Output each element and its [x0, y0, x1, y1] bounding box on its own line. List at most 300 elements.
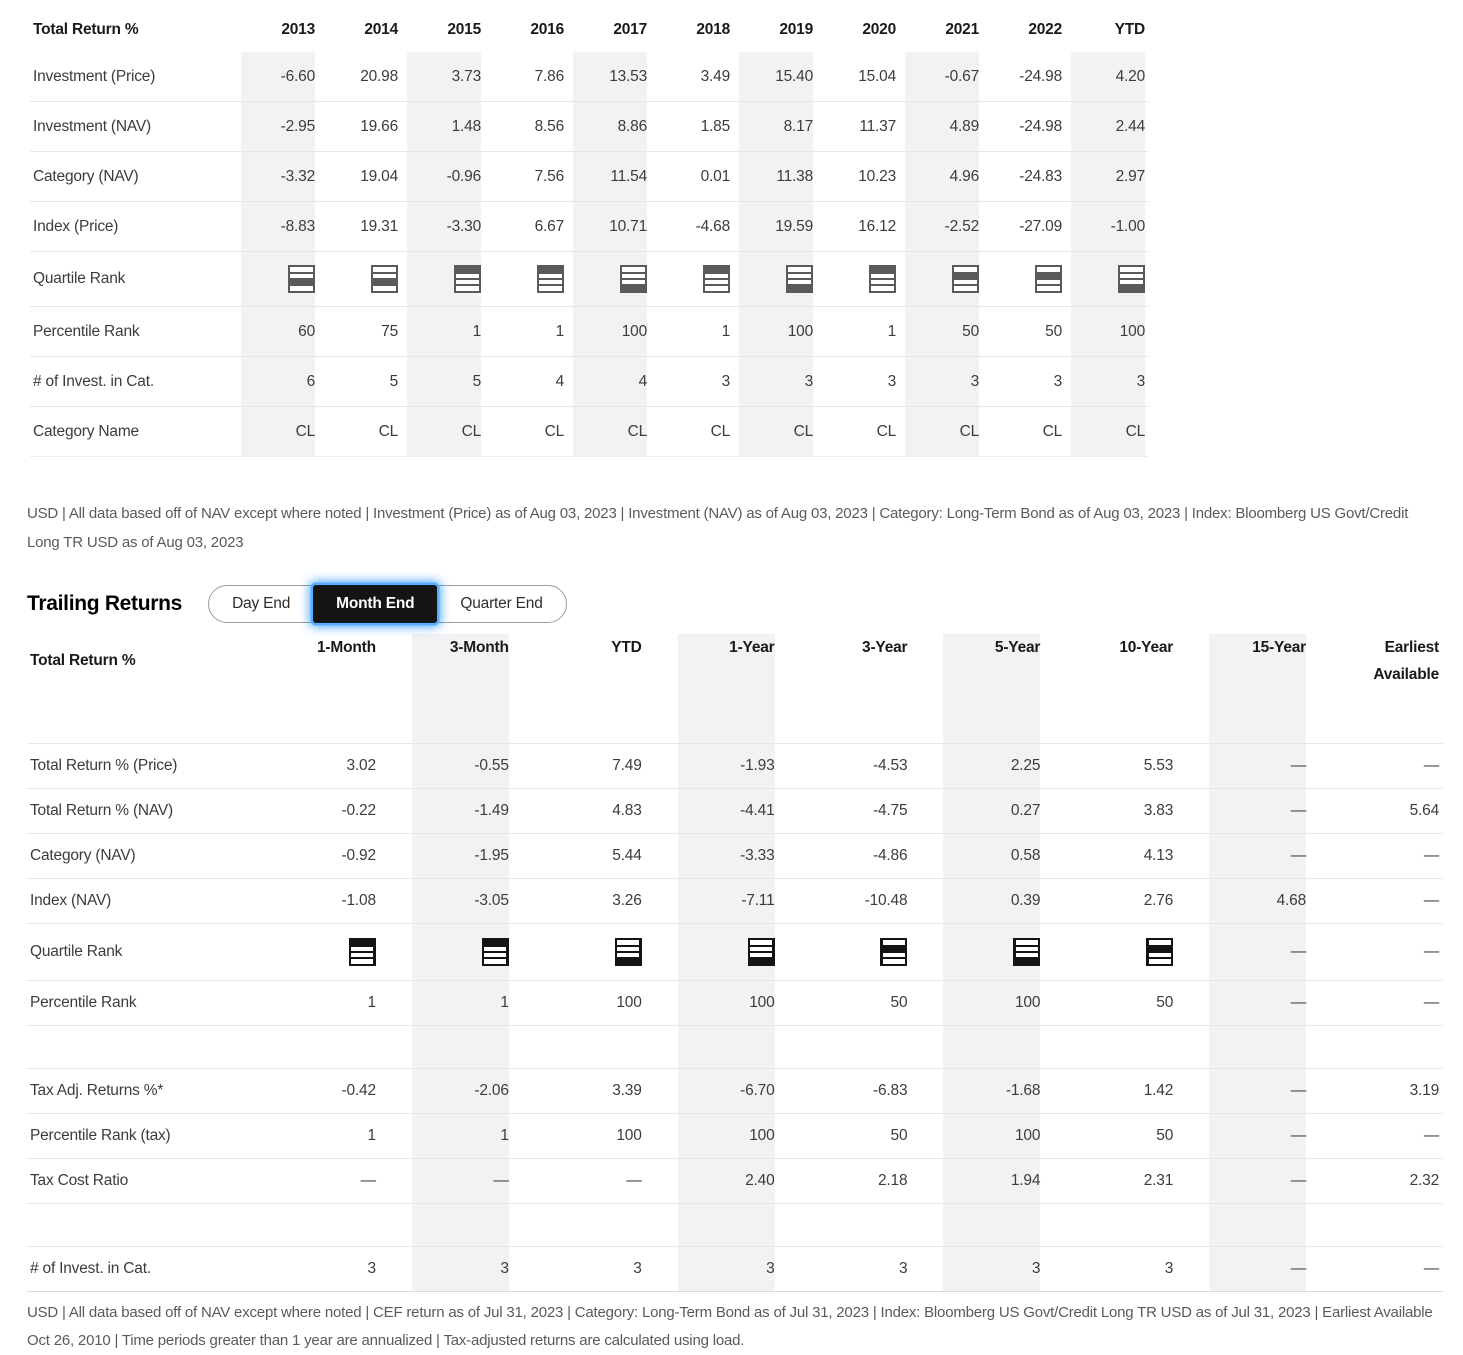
row-label: Index (NAV) — [30, 892, 112, 909]
cell: 4 — [555, 372, 564, 390]
cell: -4.53 — [873, 757, 908, 774]
row-label: Tax Adj. Returns %* — [30, 1082, 164, 1099]
cell: -1.95 — [380, 834, 513, 879]
quartile-bar — [883, 959, 905, 964]
cell: 3.83 — [1143, 802, 1174, 819]
cell: -0.55 — [380, 744, 513, 789]
cell: -27.09 — [1019, 217, 1062, 235]
cell: 2.32 — [1409, 1172, 1439, 1189]
cell: 4.68 — [1177, 879, 1310, 924]
quartile-rank-icon — [1035, 265, 1062, 293]
table-row — [30, 357, 1148, 407]
column-header: 2019 — [779, 21, 813, 38]
row-label: Category Name — [33, 422, 139, 440]
cell: 100 — [1065, 307, 1148, 357]
quartile-rank-icon — [288, 265, 315, 293]
cell: -6.83 — [873, 1082, 908, 1099]
cell: — — [1423, 1127, 1439, 1144]
quartile-rank-icon — [880, 938, 907, 966]
cell: 4.89 — [899, 102, 982, 152]
quartile-bar — [351, 953, 373, 958]
quartile-bar — [871, 280, 893, 285]
cell: 2.97 — [1065, 152, 1148, 202]
row-label: Index (Price) — [33, 217, 119, 235]
cell: 3.39 — [612, 1082, 642, 1099]
cell: 7.56 — [534, 167, 564, 185]
quartile-bar — [617, 959, 639, 964]
cell: — — [1177, 981, 1310, 1026]
quartile-bar — [484, 940, 506, 945]
cell: -10.48 — [864, 892, 908, 909]
cell: — — [380, 1159, 513, 1204]
quartile-bar — [883, 940, 905, 945]
cell — [1044, 1026, 1177, 1069]
cell: 7.49 — [612, 757, 642, 774]
trailing-returns-footnote: USD | All data based off of NAV except where noted | CEF return as of Jul 31, 2023 | Category: Long-Term Bond as of Jul 31, 2023 | Index: Bloomberg US Govt/Credit Long TR USD as of Jul 31, 2023 | Earliest Available Oct 26, 2010 | Time periods greater than 1 year are annualized | Tax-adjusted returns are calculated using load. — [27, 1304, 1433, 1349]
row-label: Percentile Rank (tax) — [30, 1127, 171, 1144]
row-label: Category (NAV) — [30, 847, 136, 864]
quartile-rank-icon — [952, 265, 979, 293]
quartile-rank-icon — [748, 938, 775, 966]
quartile-bar — [1149, 940, 1171, 945]
quartile-bar — [622, 274, 644, 279]
cell — [779, 924, 912, 981]
cell: 3.26 — [612, 892, 642, 909]
quartile-rank-icon — [1118, 265, 1145, 293]
cell: 1 — [367, 1127, 376, 1144]
quartile-bar — [1149, 947, 1171, 952]
cell — [982, 252, 1065, 307]
cell: — — [1177, 834, 1310, 879]
quartile-bar — [373, 274, 395, 279]
table-row — [30, 102, 1148, 152]
row-label: Percentile Rank — [30, 994, 137, 1011]
cell: 11.37 — [859, 117, 896, 135]
cell: 1 — [367, 994, 376, 1011]
trailing-returns-header — [27, 584, 1463, 624]
cell: 3 — [367, 1260, 376, 1277]
cell: 1 — [380, 981, 513, 1026]
row-label — [27, 1204, 247, 1247]
row-label: Investment (NAV) — [33, 117, 151, 135]
column-header: Earliest Available — [1373, 639, 1439, 684]
quartile-bar — [539, 286, 561, 291]
cell: -2.52 — [899, 202, 982, 252]
row-label: Investment (Price) — [33, 67, 156, 85]
cell: 100 — [567, 307, 650, 357]
cell: CL — [733, 407, 816, 457]
cell: 3 — [899, 357, 982, 407]
quartile-bar — [484, 953, 506, 958]
quartile-bar — [705, 286, 727, 291]
table-row — [27, 1114, 1443, 1159]
cell: -4.75 — [873, 802, 908, 819]
cell: 10.71 — [567, 202, 650, 252]
cell: — — [1177, 1247, 1310, 1292]
table-head — [27, 634, 1443, 744]
row-label: Quartile Rank — [30, 943, 123, 960]
cell: -1.00 — [1065, 202, 1148, 252]
cell: 13.53 — [567, 52, 650, 102]
cell: 19.31 — [360, 217, 398, 235]
table-body — [27, 744, 1443, 1292]
cell: 8.56 — [534, 117, 564, 135]
cell: 3 — [646, 1247, 779, 1292]
quartile-bar — [1016, 947, 1038, 952]
cell: 1 — [887, 322, 896, 340]
cell: 11.54 — [567, 152, 650, 202]
cell — [401, 252, 484, 307]
table-row — [27, 1159, 1443, 1204]
cell: -3.32 — [235, 152, 318, 202]
calendar-returns-footnote: USD | All data based off of NAV except where noted | Investment (Price) as of Aug 03, 2023 | Investment (NAV) as of Aug 03, 2023 | Category: Long-Term Bond as of Aug 03, 2023 | Index: Bloomberg US Govt/Credit Long TR USD as of Aug 03, 2023 — [27, 505, 1409, 551]
column-header: 2017 — [613, 21, 647, 38]
column-header: 2022 — [1028, 21, 1062, 38]
column-header: 2014 — [364, 21, 398, 38]
quartile-bar — [373, 267, 395, 272]
cell: 50 — [1045, 322, 1062, 340]
cell — [733, 252, 816, 307]
cell: 3.02 — [346, 757, 376, 774]
cell: CL — [1065, 407, 1148, 457]
quartile-bar — [788, 267, 810, 272]
quartile-bar — [373, 280, 395, 285]
cell: — — [1177, 1069, 1310, 1114]
cell: -4.41 — [646, 789, 779, 834]
cell — [513, 1026, 646, 1069]
cell: CL — [1042, 422, 1062, 440]
row-label: # of Invest. in Cat. — [33, 372, 154, 390]
cell — [380, 1026, 513, 1069]
quartile-bar — [1120, 267, 1142, 272]
cell: -3.05 — [380, 879, 513, 924]
quartile-bar — [871, 267, 893, 272]
cell: -6.60 — [235, 52, 318, 102]
quartile-bar — [1016, 940, 1038, 945]
cell: — — [1177, 924, 1310, 981]
quartile-bar — [617, 947, 639, 952]
cell: 15.04 — [858, 67, 896, 85]
cell: -0.67 — [899, 52, 982, 102]
cell: CL — [235, 407, 318, 457]
cell: — — [1423, 892, 1439, 909]
quartile-bar — [1016, 959, 1038, 964]
cell — [1065, 252, 1148, 307]
cell: — — [1423, 1260, 1439, 1277]
cell: 11.38 — [733, 152, 816, 202]
table-row — [27, 924, 1443, 981]
cell — [911, 924, 1044, 981]
cell: 3 — [633, 1260, 642, 1277]
cell: 4.96 — [899, 152, 982, 202]
cell — [646, 924, 779, 981]
cell — [911, 1026, 1044, 1069]
cell: — — [1423, 757, 1439, 774]
cell: 3 — [721, 372, 730, 390]
quartile-rank-icon — [786, 265, 813, 293]
cell: 3.73 — [401, 52, 484, 102]
table-row — [27, 834, 1443, 879]
cell — [1177, 1204, 1310, 1247]
cell: 1.48 — [401, 102, 484, 152]
quartile-bar — [456, 280, 478, 285]
cell — [1044, 1204, 1177, 1247]
quartile-bar — [1149, 953, 1171, 958]
spacer-row — [27, 1204, 1443, 1247]
column-header: 1-Month — [317, 639, 376, 656]
cell: -4.68 — [695, 217, 730, 235]
cell: 2.31 — [1143, 1172, 1174, 1189]
cell — [911, 1204, 1044, 1247]
tab-quarter-end[interactable]: Quarter End — [437, 586, 565, 622]
quartile-rank-icon — [615, 938, 642, 966]
cell — [1310, 1204, 1443, 1247]
quartile-rank-icon — [703, 265, 730, 293]
calendar-returns-table — [30, 8, 1148, 457]
cell: — — [1177, 789, 1310, 834]
cell: 3 — [911, 1247, 1044, 1292]
quartile-bar — [705, 274, 727, 279]
quartile-bar — [1149, 959, 1171, 964]
cell: 5 — [389, 372, 398, 390]
cell: 100 — [616, 1127, 642, 1144]
cell: — — [1423, 943, 1439, 960]
quartile-bar — [622, 267, 644, 272]
quartile-rank-icon — [620, 265, 647, 293]
cell: 19.66 — [360, 117, 398, 135]
cell: 100 — [646, 981, 779, 1026]
quartile-bar — [883, 953, 905, 958]
cell — [646, 1026, 779, 1069]
cell: 1 — [721, 322, 730, 340]
column-header: 2018 — [696, 21, 730, 38]
trailing-returns-section — [0, 584, 1463, 1355]
cell: -0.22 — [341, 802, 376, 819]
cell: 7.86 — [534, 67, 564, 85]
tab-day-end[interactable]: Day End — [209, 586, 313, 622]
row-label: Tax Cost Ratio — [30, 1172, 128, 1189]
cell: 2.25 — [911, 744, 1044, 789]
column-header: YTD — [1114, 21, 1145, 38]
cell: — — [1177, 1114, 1310, 1159]
quartile-bar — [954, 280, 976, 285]
cell — [318, 252, 401, 307]
quartile-rank-icon — [869, 265, 896, 293]
cell: -6.70 — [646, 1069, 779, 1114]
cell: 1 — [401, 307, 484, 357]
cell: — — [1423, 994, 1439, 1011]
cell: 4 — [567, 357, 650, 407]
cell: — — [360, 1172, 376, 1189]
cell: — — [1423, 847, 1439, 864]
quartile-bar — [883, 947, 905, 952]
cell — [646, 1204, 779, 1247]
quartile-bar — [1037, 267, 1059, 272]
table-row — [27, 1069, 1443, 1114]
quartile-bar — [456, 286, 478, 291]
quartile-bar — [456, 267, 478, 272]
cell: 0.58 — [911, 834, 1044, 879]
cell: 4.13 — [1143, 847, 1174, 864]
cell: -4.86 — [873, 847, 908, 864]
quartile-bar — [871, 274, 893, 279]
row-label: Category (NAV) — [33, 167, 139, 185]
cell: CL — [876, 422, 896, 440]
quartile-rank-icon — [454, 265, 481, 293]
quartile-rank-icon — [1013, 938, 1040, 966]
quartile-bar — [954, 274, 976, 279]
cell: 3 — [887, 372, 896, 390]
column-header: 2020 — [862, 21, 896, 38]
cell: 0.27 — [911, 789, 1044, 834]
quartile-bar — [290, 286, 312, 291]
cell — [899, 252, 982, 307]
cell — [247, 1026, 380, 1069]
cell: 50 — [890, 1127, 908, 1144]
quartile-rank-icon — [1146, 938, 1173, 966]
cell: 100 — [733, 307, 816, 357]
cell: CL — [567, 407, 650, 457]
cell: -0.96 — [401, 152, 484, 202]
header-row — [30, 8, 1148, 52]
quartile-bar — [373, 286, 395, 291]
quartile-bar — [750, 940, 772, 945]
cell: -24.98 — [1019, 117, 1062, 135]
quartile-bar — [750, 953, 772, 958]
table-row — [30, 307, 1148, 357]
quartile-bar — [705, 267, 727, 272]
table-row — [27, 744, 1443, 789]
cell — [779, 1026, 912, 1069]
cell: 20.98 — [360, 67, 398, 85]
cell — [779, 1204, 912, 1247]
cell: -1.68 — [911, 1069, 1044, 1114]
cell: -24.83 — [1019, 167, 1062, 185]
quartile-bar — [1120, 274, 1142, 279]
column-header: 2015 — [447, 21, 481, 38]
spacer-row — [27, 1026, 1443, 1069]
cell — [816, 252, 899, 307]
cell — [567, 252, 650, 307]
quartile-bar — [1037, 286, 1059, 291]
quartile-bar — [290, 280, 312, 285]
cell: 1 — [380, 1114, 513, 1159]
column-header: 1-Year — [646, 634, 779, 744]
row-label — [27, 1026, 247, 1069]
cell: CL — [899, 407, 982, 457]
quartile-bar — [871, 286, 893, 291]
cell — [484, 252, 567, 307]
table-row — [30, 407, 1148, 457]
table-row — [30, 52, 1148, 102]
table-row — [27, 879, 1443, 924]
cell: -1.49 — [380, 789, 513, 834]
cell: -0.42 — [341, 1082, 376, 1099]
table-row — [27, 981, 1443, 1026]
cell: 3.19 — [1409, 1082, 1439, 1099]
tab-month-end[interactable]: Month End — [313, 585, 437, 623]
cell — [247, 1204, 380, 1247]
quartile-bar — [622, 286, 644, 291]
cell: 3 — [380, 1247, 513, 1292]
cell: 8.17 — [733, 102, 816, 152]
cell: 1.94 — [911, 1159, 1044, 1204]
quartile-bar — [1037, 274, 1059, 279]
cell: 5.53 — [1143, 757, 1174, 774]
cell: CL — [544, 422, 564, 440]
cell: 100 — [911, 981, 1044, 1026]
cell: 60 — [235, 307, 318, 357]
table-row — [30, 202, 1148, 252]
cell: 19.59 — [733, 202, 816, 252]
quartile-bar — [1016, 953, 1038, 958]
quartile-bar — [484, 959, 506, 964]
quartile-bar — [954, 267, 976, 272]
quartile-bar — [788, 286, 810, 291]
quartile-bar — [290, 274, 312, 279]
cell: 1.85 — [700, 117, 730, 135]
cell: -1.93 — [646, 744, 779, 789]
cell: 3 — [1053, 372, 1062, 390]
cell — [1177, 1026, 1310, 1069]
cell: -2.06 — [380, 1069, 513, 1114]
row-label: # of Invest. in Cat. — [30, 1260, 151, 1277]
cell: -8.83 — [235, 202, 318, 252]
cell: 100 — [616, 994, 642, 1011]
cell: 3 — [1164, 1260, 1174, 1277]
column-header: 3-Year — [862, 639, 908, 656]
quartile-bar — [484, 947, 506, 952]
cell: 3 — [898, 1260, 908, 1277]
table-row — [30, 152, 1148, 202]
table-title-cell: Total Return % — [33, 21, 139, 38]
cell: 5 — [401, 357, 484, 407]
row-label: Percentile Rank — [33, 322, 140, 340]
cell: CL — [401, 407, 484, 457]
quartile-bar — [351, 940, 373, 945]
row-label: Quartile Rank — [33, 270, 126, 287]
cell: 10.23 — [858, 167, 896, 185]
cell: 3 — [733, 357, 816, 407]
column-header: 2013 — [281, 21, 315, 38]
cell: 50 — [1156, 1127, 1174, 1144]
quartile-bar — [539, 267, 561, 272]
cell — [235, 252, 318, 307]
row-label: Total Return % (NAV) — [30, 802, 174, 819]
cell — [380, 924, 513, 981]
trailing-returns-table — [27, 634, 1443, 1292]
cell: 5.64 — [1409, 802, 1439, 819]
quartile-bar — [622, 280, 644, 285]
cell: 100 — [646, 1114, 779, 1159]
quartile-bar — [617, 953, 639, 958]
table-body — [30, 52, 1148, 457]
cell — [1310, 1026, 1443, 1069]
cell — [513, 924, 646, 981]
column-header: YTD — [611, 639, 642, 656]
cell: 6 — [235, 357, 318, 407]
quartile-rank-icon — [371, 265, 398, 293]
cell: 6.67 — [534, 217, 564, 235]
cell — [247, 924, 380, 981]
quartile-bar — [788, 274, 810, 279]
cell: — — [1177, 744, 1310, 789]
cell: 3 — [1065, 357, 1148, 407]
cell: CL — [378, 422, 398, 440]
quartile-bar — [290, 267, 312, 272]
quartile-rank-icon — [482, 938, 509, 966]
cell: 4.20 — [1065, 52, 1148, 102]
